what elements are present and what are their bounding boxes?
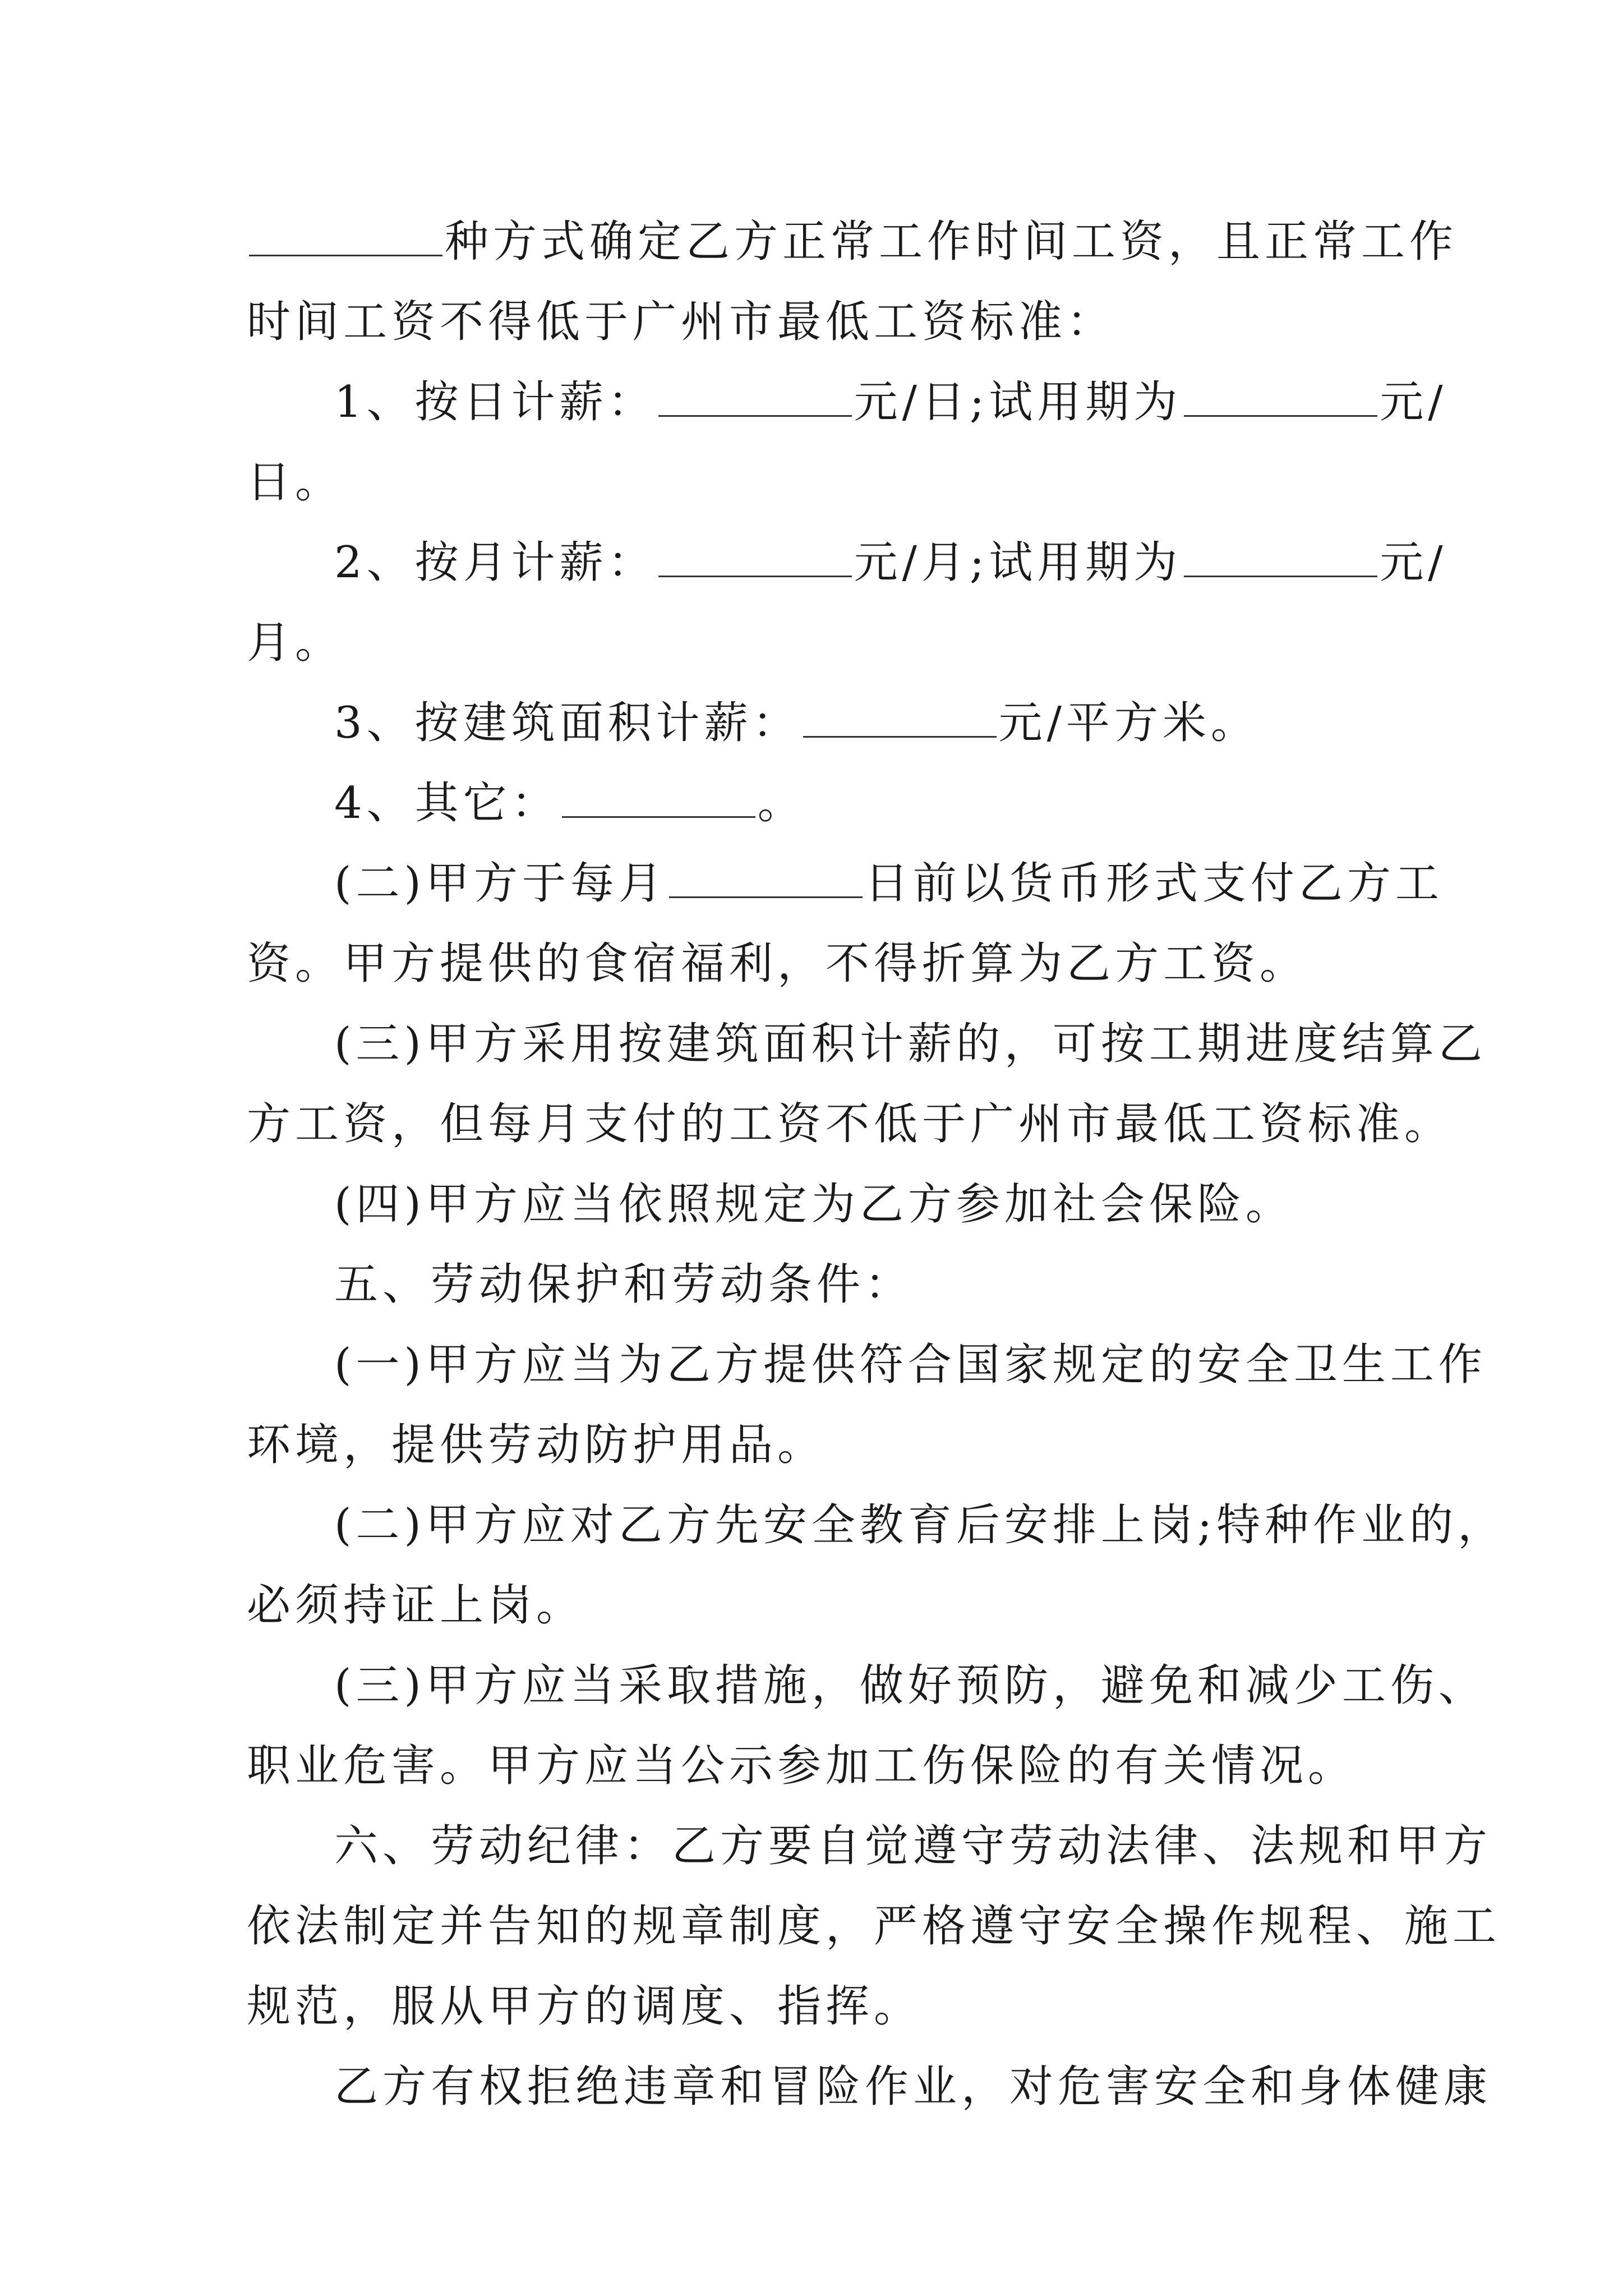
- line-text: 元/: [1380, 377, 1447, 427]
- line-text: 环境，提供劳动防护用品。: [247, 1420, 826, 1470]
- line-text: 种方式确定乙方正常工作时间工资，且正常工作: [445, 217, 1458, 267]
- line-text: (四)甲方应当依照规定为乙方参加社会保险。: [334, 1179, 1294, 1230]
- line-text: 元/平方米。: [998, 698, 1259, 748]
- line-text: (三)甲方采用按建筑面积计薪的，可按工期进度结算乙: [334, 1019, 1487, 1069]
- line-text: 乙方有权拒绝违章和冒险作业，对危害安全和身体健康: [334, 2062, 1492, 2112]
- text-line: [247, 1646, 1487, 1726]
- line-text: 依法制定并告知的规章制度，严格遵守安全操作规程、施工: [247, 1901, 1501, 1952]
- text-line: [247, 603, 1385, 683]
- fill-in-blank: [658, 542, 852, 577]
- line-text: 月。: [247, 618, 344, 668]
- line-text: 4、其它：: [334, 778, 560, 829]
- text-line: [247, 1165, 1385, 1245]
- text-line: [247, 202, 1458, 282]
- fill-in-blank: [803, 702, 997, 738]
- text-line: [247, 443, 1385, 523]
- line-text: 日前以货币形式支付乙方工: [864, 858, 1444, 909]
- text-line: [247, 683, 1385, 763]
- fill-in-blank: [562, 783, 755, 818]
- line-text: (三)甲方应当采取措施，做好预防，避免和减少工伤、: [334, 1660, 1487, 1711]
- text-line: [247, 844, 1444, 924]
- fill-in-blank: [249, 221, 442, 256]
- text-line: [247, 1726, 1385, 1806]
- line-text: 日。: [247, 457, 344, 508]
- text-line: [247, 362, 1447, 443]
- text-line: [247, 282, 1385, 362]
- line-text: 元/: [1380, 537, 1447, 588]
- text-line: [247, 1967, 1385, 2047]
- fill-in-blank: [658, 381, 852, 417]
- text-line: [247, 1084, 1453, 1165]
- line-text: 规范，服从甲方的调度、指挥。: [247, 1981, 923, 2032]
- fill-in-blank: [1184, 381, 1377, 417]
- text-line: [247, 1325, 1487, 1405]
- line-text: 六、劳动纪律：乙方要自觉遵守劳动法律、法规和甲方: [334, 1821, 1492, 1871]
- text-line: [247, 1004, 1487, 1084]
- line-text: 五、劳动保护和劳动条件：: [334, 1259, 914, 1310]
- line-text: 时间工资不得低于广州市最低工资标准：: [247, 297, 1115, 347]
- text-line: [247, 763, 1385, 844]
- line-text: (二)甲方于每月: [334, 858, 667, 909]
- section-heading: [247, 1806, 1492, 1887]
- line-text: (二)甲方应对乙方先安全教育后安排上岗;特种作业的，: [334, 1500, 1506, 1550]
- text-line: [247, 2047, 1492, 2127]
- line-text: 必须持证上岗。: [247, 1580, 585, 1631]
- text-line: [247, 1405, 1385, 1485]
- line-text: 。: [757, 778, 806, 829]
- fill-in-blank: [669, 863, 863, 898]
- line-text: 职业危害。甲方应当公示参加工伤保险的有关情况。: [247, 1741, 1357, 1791]
- line-text: 元/月;试用期为: [854, 537, 1182, 588]
- line-text: 元/日;试用期为: [854, 377, 1182, 427]
- text-line: [247, 1887, 1501, 1967]
- line-text: 3、按建筑面积计薪：: [334, 698, 801, 748]
- line-text: (一)甲方应当为乙方提供符合国家规定的安全卫生工作: [334, 1340, 1487, 1390]
- line-text: 2、按月计薪：: [334, 537, 656, 588]
- line-text: 资。甲方提供的食宿福利，不得折算为乙方工资。: [247, 938, 1308, 989]
- line-text: 1、按日计薪：: [334, 377, 656, 427]
- text-line: [247, 523, 1447, 603]
- document-body: [247, 202, 1506, 2127]
- text-line: [247, 1566, 1385, 1646]
- text-line: [247, 924, 1385, 1004]
- fill-in-blank: [1184, 542, 1377, 577]
- text-line: [247, 1485, 1506, 1566]
- section-heading: [247, 1245, 1385, 1325]
- line-text: 方工资，但每月支付的工资不低于广州市最低工资标准。: [247, 1099, 1453, 1149]
